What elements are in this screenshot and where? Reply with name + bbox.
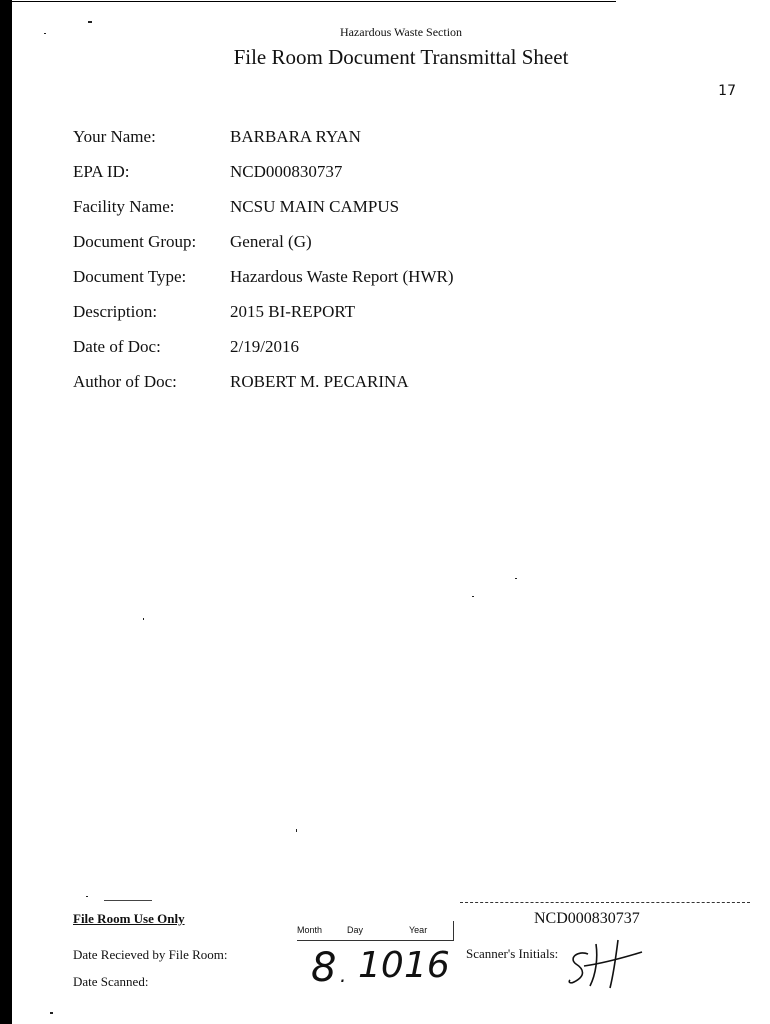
- footer-dashed-rule: [460, 902, 750, 903]
- field-label: Author of Doc:: [73, 371, 177, 391]
- field-row-document-group: [73, 224, 713, 259]
- handwritten-day: 10: [358, 945, 404, 986]
- scan-speck: [296, 829, 297, 832]
- scan-speck: [86, 896, 88, 897]
- day-head: Day: [347, 925, 364, 935]
- footer-epa-id: NCD000830737: [534, 910, 640, 927]
- field-value: 2015 BI-REPORT: [230, 301, 356, 321]
- scan-speck: [88, 21, 92, 23]
- field-row-facility-name: [73, 189, 713, 224]
- date-received-label: Date Recieved by File Room:: [73, 947, 228, 962]
- date-entry-tick: [453, 921, 454, 941]
- field-row-document-type: [73, 259, 713, 294]
- field-value: General (G): [230, 231, 312, 251]
- handwritten-month: 8: [311, 945, 337, 991]
- scan-edge-bar: [0, 0, 12, 1024]
- date-entry-line: [297, 940, 453, 941]
- footer-rule: [104, 900, 152, 901]
- file-room-use-only-heading: File Room Use Only: [73, 911, 185, 926]
- scan-speck: [143, 618, 144, 620]
- section-header: Hazardous Waste Section: [339, 25, 463, 39]
- month-head: Month: [297, 925, 323, 935]
- scan-speck: [515, 578, 517, 579]
- field-row-epa-id: [73, 154, 713, 189]
- top-rule: [12, 1, 616, 2]
- field-value: BARBARA RYAN: [230, 126, 361, 146]
- field-label: Facility Name:: [73, 196, 175, 216]
- handwritten-separator: .: [340, 963, 347, 987]
- scan-speck: [472, 596, 474, 597]
- scanner-initials-signature: [566, 936, 646, 992]
- field-value: ROBERT M. PECARINA: [230, 371, 409, 391]
- scan-speck: [50, 1012, 53, 1014]
- year-head: Year: [409, 925, 428, 935]
- page-number: 17: [718, 83, 736, 99]
- field-row-description: [73, 294, 713, 329]
- field-label: Date of Doc:: [73, 336, 161, 356]
- field-label: Document Group:: [73, 231, 197, 251]
- field-label: EPA ID:: [73, 161, 130, 181]
- scanner-initials-label: Scanner's Initials:: [466, 946, 559, 961]
- field-label: Description:: [73, 301, 158, 321]
- field-value: 2/19/2016: [230, 336, 299, 356]
- date-scanned-label: Date Scanned:: [73, 974, 149, 989]
- field-row-author-of-doc: [73, 364, 713, 399]
- field-label: Document Type:: [73, 266, 187, 286]
- document-title: File Room Document Transmittal Sheet: [233, 45, 569, 69]
- field-value: Hazardous Waste Report (HWR): [230, 266, 454, 286]
- field-value: NCD000830737: [230, 161, 343, 181]
- field-row-date-of-doc: [73, 329, 713, 364]
- transmittal-fields: [73, 119, 713, 399]
- field-label: Your Name:: [73, 126, 156, 146]
- field-value: NCSU MAIN CAMPUS: [230, 196, 400, 216]
- handwritten-year: 16: [404, 945, 450, 986]
- field-row-your-name: [73, 119, 713, 154]
